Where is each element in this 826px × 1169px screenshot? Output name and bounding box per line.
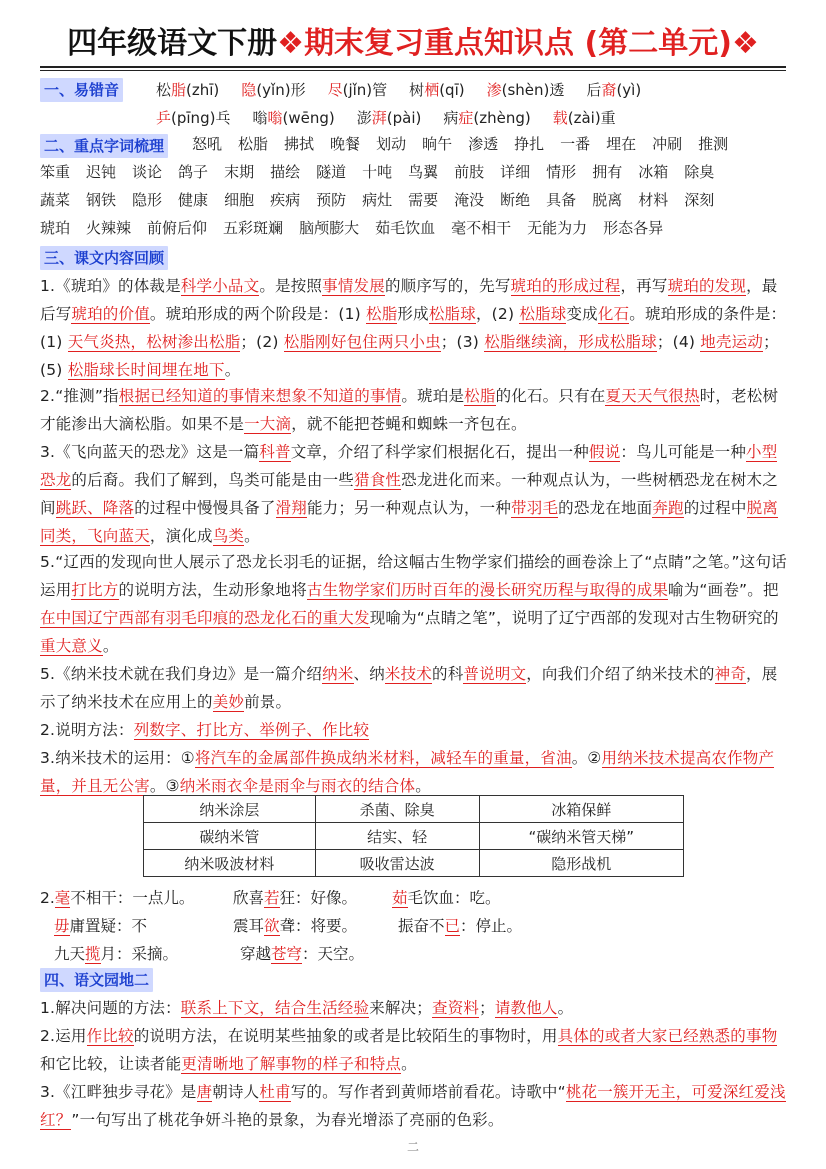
vocabulary-term: 深刻 [684,191,715,209]
vocabulary-term: 鸽子 [178,163,209,181]
vocab-meaning-text: ：天空。 [302,945,365,963]
answer-underlined: 普说明文 [463,665,527,683]
answer-underlined: 纳米雨衣伞是雨伞与雨衣的结合体 [179,777,416,795]
pinyin-reading: (pīng) [171,109,216,127]
pinyin-suffix: 管 [372,81,388,99]
text-run: 。 [415,777,431,795]
answer-underlined: 带羽毛 [511,499,559,517]
answer-underlined: 琥珀的发现 [667,277,747,295]
pinyin-item [487,78,565,102]
answer-underlined: 地壳运动 [700,333,764,351]
pinyin-item [156,78,219,102]
answer-underlined: 松脂刚好包住两只小虫 [283,333,441,351]
answer-underlined: 将汽车的金属部件换成纳米材料，减轻车的重量，省油 [194,749,572,767]
text-run: 。琥珀形成的两个阶段是：(1) [149,305,367,323]
vocab-key-char: 欲 [264,917,280,935]
answer-underlined: 米技术 [384,665,433,683]
text-run: 。② [571,749,602,767]
answer-underlined: 查资料 [432,999,480,1017]
pinyin-prefix: 后 [586,81,602,99]
pinyin-item [586,78,641,102]
vocabulary-term: 挣扎 [514,135,545,153]
vocabulary-term: 脑颅膨大 [299,219,360,237]
vocab-meaning [233,884,357,912]
vocab-meaning [40,884,194,912]
title-grade: 四年级语文下册 [67,26,278,61]
vocab-meaning-text: 月：采摘。 [100,945,179,963]
vocab-key-char: 毫 [54,889,71,907]
vocabulary-term: 拥有 [592,163,623,181]
vocabulary-term: 火辣辣 [86,219,132,237]
vocabulary-term: 怒吼 [192,135,223,153]
vocab-key-char: 揽 [85,945,101,963]
pinyin-reading: (pài) [386,109,422,127]
vocabulary-term: 除臭 [684,163,715,181]
pinyin-item [357,106,422,130]
pinyin-prefix: 病 [443,109,459,127]
text-run: 2.运用 [40,1027,87,1045]
text-run: ；(5) [40,333,779,379]
text-run: ”一句写出了桃花争妍斗艳的景象，为春光增添了亮丽的色彩。 [71,1111,504,1129]
vocabulary-term: 前俯后仰 [147,219,208,237]
vocabulary-term: 笨重 [40,163,71,181]
pinyin-key-char: 渗 [486,81,502,99]
pinyin-suffix: 重 [600,109,616,127]
answer-underlined: 松脂 [464,387,496,405]
text-run: 时，老松树才能渗出大滴松脂。如果不是 [40,387,779,433]
vocabulary-term: 推测 [698,135,729,153]
text-run: 的说明方法，在说明某些抽象的或者是比较陌生的事物时，用 [133,1027,558,1045]
text-run: 的科 [432,665,464,683]
text-run: 。琥珀是 [401,387,465,405]
pinyin-key-char: 栖 [424,81,440,99]
page-title [40,24,786,64]
text-run: 现喻为“点睛之笔”，说明了辽宁西部的发现对古生物研究的 [369,609,779,627]
vocab-meaning [233,912,357,940]
table-cell: 纳米涂层 [144,796,316,823]
answer-underlined: 唐 [196,1083,213,1101]
vocabulary-term: 冲刷 [652,135,683,153]
answer-underlined: 琥珀的价值 [71,305,150,323]
title-rule-thin [40,70,786,71]
paragraph-amber [40,272,788,384]
vocabulary-term: 断绝 [500,191,531,209]
answer-underlined: 松脂 [366,305,398,323]
pinyin-reading: (yì) [616,81,642,99]
vocab-prefix: 振奋不 [398,917,445,935]
answer-underlined: 具体的或者大家已经熟悉的事物 [557,1027,778,1045]
answer-underlined: 假说 [589,443,621,461]
table-cell: “碳纳米管天梯” [479,823,683,850]
pinyin-prefix: 树 [409,81,425,99]
answer-underlined: 请教他人 [494,999,558,1017]
text-run: 的过程中慢慢具备了 [134,499,276,517]
text-run: ； [479,999,495,1017]
vocabulary-term: 晌午 [422,135,453,153]
text-run: 文章，介绍了科学家们根据化石，提出一种 [290,443,590,461]
pinyin-suffix: 形 [290,81,306,99]
vocabulary-term: 详细 [500,163,531,181]
text-run: 的恐龙在地面 [558,499,653,517]
answer-underlined: 用纳米技术提高农作物产量，并且无公害 [40,749,775,795]
pinyin-prefix: 嗡 [252,109,268,127]
vocabulary-term: 十吨 [362,163,393,181]
vocab-meaning [240,940,364,968]
vocab-meaning [392,884,501,912]
table-cell: 冰箱保鲜 [479,796,683,823]
vocabulary-term: 鸟翼 [408,163,439,181]
vocabulary-term: 需要 [408,191,439,209]
pinyin-reading: (wēng) [282,109,335,127]
answer-underlined: 杜甫 [259,1083,291,1101]
pinyin-item [156,106,230,130]
text-run: 5.《纳米技术就在我们身边》是一篇介绍 [40,665,323,683]
vocab-key-char: 茹 [392,889,408,907]
paragraph-dinosaur [40,438,788,550]
text-run: 的过程中 [683,499,747,517]
text-run: 3.《飞向蓝天的恐龙》这是一篇 [40,443,260,461]
text-run: 、纳 [353,665,385,683]
pinyin-item [553,106,616,130]
vocab-meaning-text: ：停止。 [460,917,523,935]
vocabulary-term: 冰箱 [638,163,669,181]
vocabulary-term: 描绘 [270,163,301,181]
answer-underlined: 化石 [597,305,630,323]
vocabulary-term: 具备 [546,191,577,209]
pinyin-row-1 [156,78,663,102]
answer-underlined: 联系上下文，结合生活经验 [180,999,370,1017]
answer-underlined: 松脂球 [428,305,476,323]
section-heading-vocabulary: 二、重点字词梳理 [40,134,168,158]
pinyin-key-char: 尽 [327,81,343,99]
vocabulary-term: 隧道 [316,163,347,181]
title-ornament-left: ❖ [277,26,305,61]
paragraph-nano-uses [40,744,788,800]
paragraph-liaoxi [40,548,788,660]
vocabulary-term: 钢铁 [86,191,117,209]
vocabulary-term: 材料 [638,191,669,209]
text-run: 和它比较，让读者能 [40,1055,182,1073]
text-run: 5.“辽西的发现向世人展示了恐龙长羽毛的证据，给这幅古生物学家们描绘的画卷涂上了“点睛”之笔。”这句话运用 [40,553,787,599]
pinyin-key-char: 湃 [371,109,387,127]
vocab-key-char: 已 [444,917,461,935]
pinyin-key-char: 乒 [156,109,172,127]
vocabulary-term: 疾病 [270,191,301,209]
paragraph-nanotech [40,660,788,716]
table-row [144,850,684,877]
table-row [144,796,684,823]
pinyin-item [443,106,530,130]
vocabulary-term: 茹毛饮血 [375,219,436,237]
answer-underlined: 事情发展 [322,277,385,295]
vocab-meaning-text: 狂：好像。 [279,889,358,907]
text-run: 能力；另一种观点认为，一种 [306,499,512,517]
vocabulary-term: 渗透 [468,135,499,153]
text-run: 。③ [149,777,180,795]
answer-underlined: 神奇 [714,665,747,683]
text-run: 的后裔。我们了解到，鸟类可能是由一些 [71,471,355,489]
vocabulary-term: 情形 [546,163,577,181]
pinyin-suffix: 透 [549,81,565,99]
title-rule [40,66,786,68]
pinyin-item [409,78,464,102]
vocab-key-char: 毋 [54,917,70,935]
text-run: 2.说明方法： [40,721,134,739]
table-cell: 碳纳米管 [144,823,316,850]
text-run: ，演化成 [149,527,213,545]
text-run: 恐龙进化而来。一种观点认为，一些树栖恐龙在树木之间 [40,471,778,517]
answer-underlined: 奔跑 [652,499,684,517]
vocabulary-term: 隐形 [132,191,163,209]
table-cell: 杀菌、除臭 [315,796,479,823]
vocab-meaning-text: 毛饮血：吃。 [407,889,501,907]
text-run: 3.《江畔独步寻花》是 [40,1083,197,1101]
pinyin-reading: (yǐn) [256,81,291,99]
vocab-prefix: 九天 [54,945,86,963]
text-run: 。 [401,1055,417,1073]
answer-underlined: 松脂球长时间埋在地下 [67,361,225,379]
vocab-meaning [54,940,178,968]
pinyin-key-char: 隐 [241,81,257,99]
pinyin-reading: (zhī) [186,81,220,99]
text-run: 。是按照 [259,277,323,295]
vocabulary-row-4 [40,214,800,242]
vocabulary-term: 形态各异 [603,219,664,237]
answer-underlined: 脱离同类，飞向蓝天 [40,499,778,545]
table-cell: 隐形战机 [479,850,683,877]
answer-underlined: 科普 [259,443,291,461]
text-run: ；(2) [240,333,284,351]
answer-underlined: 纳米 [322,665,354,683]
vocabulary-term: 埋在 [606,135,637,153]
vocabulary-term: 健康 [178,191,209,209]
text-run: ；(4) [656,333,701,351]
vocabulary-row-2 [40,158,800,186]
vocabulary-grid [40,130,800,242]
paragraph-comparison [40,1022,788,1078]
answer-underlined: 重大意义 [40,637,103,655]
answer-underlined: 桃花一簇开无主，可爱深红爱浅红？ [40,1083,786,1129]
vocabulary-term: 划动 [376,135,407,153]
vocabulary-term: 五彩斑斓 [223,219,284,237]
pinyin-reading: (jǐn) [342,81,373,99]
vocab-meaning [54,912,147,940]
pinyin-key-char: 裔 [601,81,617,99]
text-run: 写的。写作者到黄师塔前看花。诗歌中“ [290,1083,566,1101]
vocabulary-term: 预防 [316,191,347,209]
text-run: ，(2) [475,305,520,323]
vocabulary-term: 病灶 [362,191,393,209]
pinyin-reading: (shèn) [501,81,550,99]
answer-underlined: 琥珀的形成过程 [510,277,621,295]
answer-underlined: 古生物学家们历时百年的漫长研究历程与取得的成果 [306,581,669,599]
answer-underlined: 美妙 [212,693,245,711]
vocabulary-term: 末期 [224,163,255,181]
answer-underlined: 打比方 [71,581,119,599]
vocabulary-term: 拂拭 [284,135,315,153]
answer-underlined: 小型恐龙 [40,443,778,489]
text-run: 的说明方法，生动形象地将 [118,581,307,599]
text-run: 2.“推测”指 [40,387,119,405]
vocabulary-term: 晚餐 [330,135,361,153]
pinyin-key-char: 载 [552,109,568,127]
text-run: 。 [244,527,260,545]
table-cell: 结实、轻 [315,823,479,850]
text-run: 形成 [397,305,429,323]
text-run: 。琥珀形成的条件是：(1) [40,305,787,351]
vocab-prefix: 穿越 [240,945,272,963]
pinyin-prefix: 松 [156,81,172,99]
text-run: 的化石。只有在 [495,387,606,405]
table-row [144,823,684,850]
title-ornament-right: ❖ [731,26,759,61]
answer-underlined: 更清晰地了解事物的样子和特点 [181,1055,402,1073]
nano-application-table [143,795,684,877]
pinyin-key-char: 嗡 [267,109,283,127]
text-run: ，最后写 [40,277,778,323]
answer-underlined: 根据已经知道的事情来想象不知道的事情 [118,387,402,405]
text-run: ：鸟儿可能是一种 [620,443,747,461]
text-run: 。 [102,637,119,655]
vocabulary-term: 前肢 [454,163,485,181]
answer-underlined: 松脂继续滴，形成松脂球 [484,333,657,351]
pinyin-suffix: 乓 [215,109,231,127]
vocab-meaning [398,912,522,940]
pinyin-prefix: 澎 [356,109,372,127]
vocabulary-term: 毫不相干 [451,219,512,237]
vocab-meaning-text: 庸置疑：不 [69,917,148,935]
text-run: 。 [224,361,241,379]
vocabulary-row-3 [40,186,800,214]
answer-underlined: 一大滴 [244,415,292,433]
answer-underlined: 作比较 [86,1027,134,1045]
pinyin-reading: (qī) [439,81,465,99]
pinyin-reading: (zài) [567,109,601,127]
vocabulary-term: 一番 [560,135,591,153]
table-cell: 吸收雷达波 [315,850,479,877]
pinyin-reading: (zhèng) [473,109,531,127]
vocab-meaning-text: 不相干：一点儿。 [70,889,195,907]
text-run: 来解决； [369,999,433,1017]
text-run: 变成 [566,305,598,323]
pinyin-key-char: 脂 [171,81,187,99]
vocabulary-term: 迟钝 [86,163,117,181]
text-run: 1.《琥珀》的体裁是 [40,277,181,295]
text-run: ，就不能把苍蝇和蜘蛛一齐包在。 [291,415,527,433]
vocabulary-term: 细胞 [224,191,255,209]
answer-underlined: 夏天天气很热 [605,387,700,405]
answer-underlined: 鸟类 [212,527,245,545]
section-heading-pronunciation: 一、易错音 [40,78,123,102]
vocabulary-term: 谈论 [132,163,163,181]
vocab-meaning-text: 聋：将要。 [279,917,358,935]
text-run: 。 [557,999,574,1017]
vocabulary-term: 淹没 [454,191,485,209]
section-heading-review: 三、课文内容回顾 [40,246,168,270]
pinyin-item [328,78,388,102]
text-run: 1.解决问题的方法： [40,999,181,1017]
vocabulary-row-1 [40,130,800,158]
answer-underlined: 科学小品文 [180,277,260,295]
paragraph-poem [40,1078,788,1134]
answer-underlined: 松脂球 [519,305,567,323]
vocab-key-char: 若 [264,889,280,907]
table-cell: 纳米吸波材料 [144,850,316,877]
vocabulary-term: 无能为力 [527,219,588,237]
pinyin-item [252,106,334,130]
answer-underlined: 猎食性 [354,471,402,489]
text-run: 前景。 [244,693,292,711]
answer-underlined: 跳跃、降落 [55,499,135,517]
text-run: ，再写 [620,277,668,295]
answer-underlined: 在中国辽宁西部有羽毛印痕的恐龙化石的重大发 [40,609,370,627]
vocab-key-char: 苍穹 [271,945,303,963]
answer-underlined: 列数字、打比方、举例子、作比较 [133,721,370,739]
vocabulary-term: 琥珀 [40,219,71,237]
title-main: 期末复习重点知识点 (第二单元) [304,26,732,61]
vocab-prefix: 欣喜 [233,889,265,907]
text-run: 3.纳米技术的运用：① [40,749,195,767]
vocabulary-term: 蔬菜 [40,191,71,209]
text-run: ，向我们介绍了纳米技术的 [526,665,715,683]
text-run: 的顺序写的，先写 [384,277,511,295]
vocab-prefix: 2. [40,889,55,907]
answer-underlined: 天气炎热，松树渗出松脂 [67,333,241,351]
paragraph-inference [40,382,788,438]
pinyin-item [241,78,305,102]
text-run: 喻为“画卷”。把 [668,581,779,599]
vocab-prefix: 震耳 [233,917,265,935]
text-run: ；(3) [440,333,485,351]
paragraph-methods [40,716,788,744]
vocabulary-term: 脱离 [592,191,623,209]
text-run: ，展示了纳米技术在应用上的 [40,665,778,711]
pinyin-row-2 [156,106,638,130]
vocabulary-term: 松脂 [238,135,269,153]
paragraph-problem-solving [40,994,788,1022]
pinyin-key-char: 症 [458,109,474,127]
section-heading-garden: 四、语文园地二 [40,968,153,992]
page-number: 二 [406,1140,419,1154]
text-run: 朝诗人 [212,1083,260,1101]
answer-underlined: 滑翔 [275,499,307,517]
